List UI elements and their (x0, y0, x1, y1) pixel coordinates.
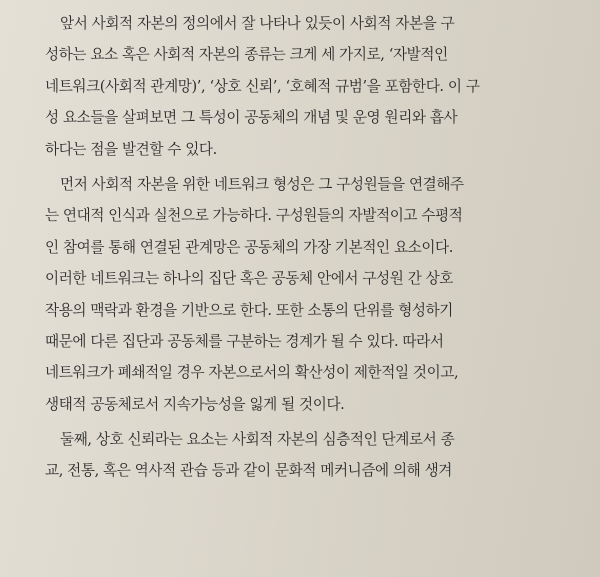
text-line: 둘째, 상호 신뢰라는 요소는 사회적 자본의 심층적인 단계로서 종 (60, 431, 455, 449)
text-line: 때문에 다른 집단과 공동체를 구분하는 경계가 될 수 있다. 따라서 (45, 332, 444, 350)
paragraph-2 (45, 169, 580, 420)
text-line: 성하는 요소 혹은 사회적 자본의 종류는 크게 세 가지로, ‘자발적인 (45, 46, 448, 64)
text-line: 이러한 네트워크는 하나의 집단 혹은 공동체 안에서 구성원 간 상호 (45, 270, 453, 288)
paragraph-1 (45, 8, 580, 165)
text-line: 네트워크가 폐쇄적일 경우 자본으로서의 확산성이 제한적일 것이고, (45, 364, 459, 382)
text-line: 앞서 사회적 자본의 정의에서 잘 나타나 있듯이 사회적 자본을 구 (60, 15, 455, 32)
text-line: 인 참여를 통해 연결된 관계망은 공동체의 가장 기본적인 요소이다. (45, 238, 453, 256)
text-line: 성 요소들을 살펴보면 그 특성이 공동체의 개념 및 운영 원리와 흡사 (45, 109, 458, 127)
text-line: 하다는 점을 발견할 수 있다. (45, 140, 217, 158)
text-line: 생태적 공동체로서 지속가능성을 잃게 될 것이다. (45, 395, 345, 413)
text-line: 는 연대적 인식과 실천으로 가능하다. 구성원들의 자발적이고 수평적 (45, 207, 463, 225)
text-line: 교, 전통, 혹은 역사적 관습 등과 같이 문화적 메커니즘에 의해 생겨 (45, 462, 453, 480)
text-line: 네트워크(사회적 관계망)’, ‘상호 신뢰’, ‘호혜적 규범’을 포함한다. 이 구 (45, 77, 480, 95)
text-line: 작용의 맥락과 환경을 기반으로 한다. 또한 소통의 단위를 형성하기 (45, 301, 453, 319)
paragraph-3 (45, 424, 580, 487)
text-line: 먼저 사회적 자본을 위한 네트워크 형성은 그 구성원들을 연결해주 (60, 175, 464, 193)
